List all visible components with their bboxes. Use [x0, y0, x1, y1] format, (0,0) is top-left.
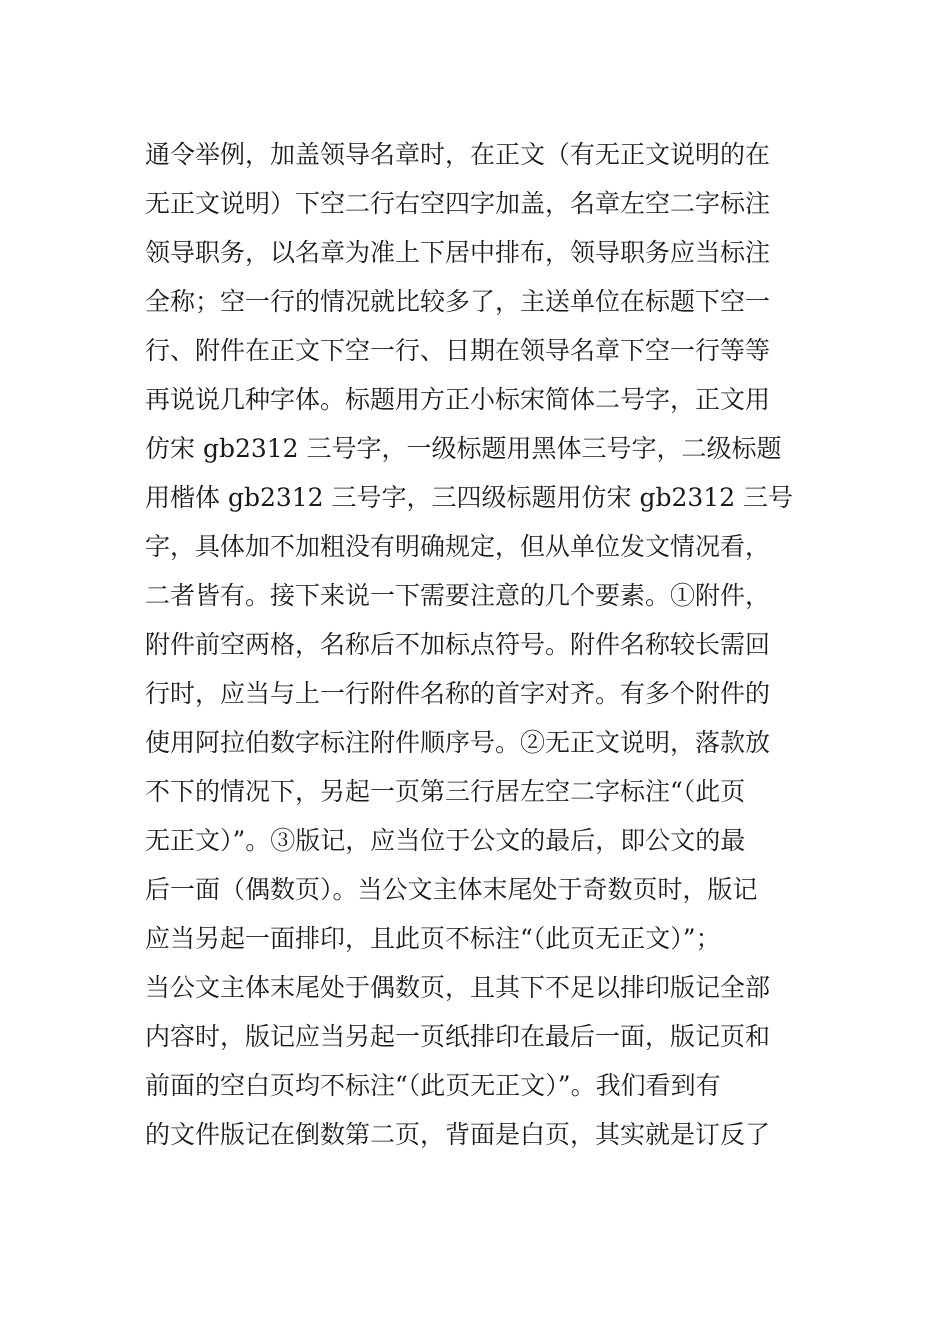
text-line: 附件前空两格，名称后不加标点符号。附件名称较长需回: [145, 630, 771, 659]
body-text: [145, 130, 810, 1159]
text-line: 使用阿拉伯数字标注附件顺序号。②无正文说明，落款放: [145, 728, 771, 757]
text-line: 用楷体 gb2312 三号字，三四级标题用仿宋 gb2312 三号: [145, 483, 794, 512]
text-line: 通令举例，加盖领导名章时，在正文（有无正文说明的在: [145, 140, 771, 169]
text-line: 字，具体加不加粗没有明确规定，但从单位发文情况看，: [145, 532, 771, 561]
text-line: 仿宋 gb2312 三号字，一级标题用黑体三号字，二级标题: [145, 434, 782, 463]
text-line: 不下的情况下，另起一页第三行居左空二字标注“（此页: [145, 777, 746, 806]
text-line: 应当另起一面排印，且此页不标注“（此页无正文）”；: [145, 924, 721, 953]
text-line: 全称；空一行的情况就比较多了，主送单位在标题下空一: [145, 287, 771, 316]
text-line: 内容时，版记应当另起一页纸排印在最后一面，版记页和: [145, 1022, 771, 1051]
text-line: 前面的空白页均不标注“（此页无正文）”。我们看到有: [145, 1071, 721, 1100]
text-line: 的文件版记在倒数第二页，背面是白页，其实就是订反了: [145, 1120, 771, 1149]
text-line: 领导职务，以名章为准上下居中排布，领导职务应当标注: [145, 238, 771, 267]
text-line: 二者皆有。接下来说一下需要注意的几个要素。①附件，: [145, 581, 771, 610]
text-line: 无正文说明）下空二行右空四字加盖，名章左空二字标注: [145, 189, 771, 218]
text-line: 无正文）”。③版记，应当位于公文的最后，即公文的最: [145, 826, 746, 855]
text-line: 再说说几种字体。标题用方正小标宋简体二号字，正文用: [145, 385, 771, 414]
text-line: 行时，应当与上一行附件名称的首字对齐。有多个附件的: [145, 679, 771, 708]
text-line: 后一面（偶数页）。当公文主体末尾处于奇数页时，版记: [145, 875, 758, 904]
text-line: 当公文主体末尾处于偶数页，且其下不足以排印版记全部: [145, 973, 771, 1002]
text-line: 行、附件在正文下空一行、日期在领导名章下空一行等等: [145, 336, 771, 365]
